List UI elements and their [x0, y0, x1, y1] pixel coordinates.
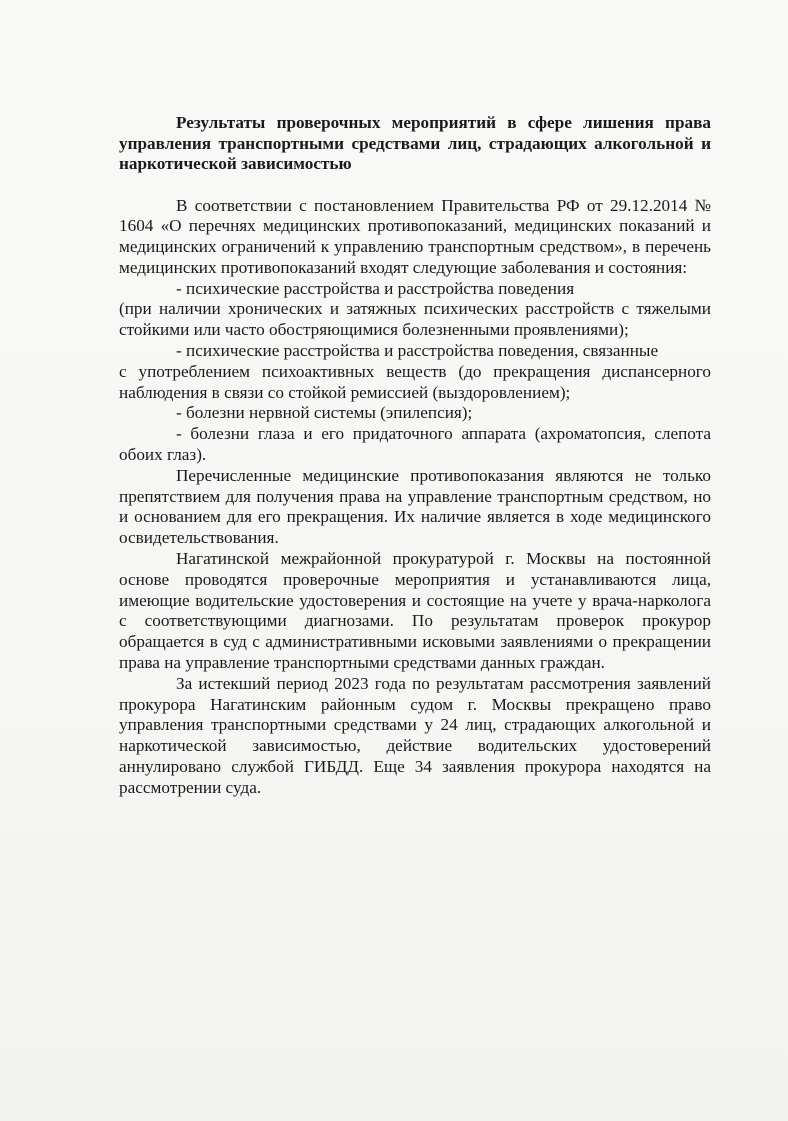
paragraph-prosecutor-checks: Нагатинской межрайонной прокуратурой г. Москвы на постоянной основе проводятся проверочные мероприятия и устанавливаются лица, имеющие водительские удостоверения и состоящие на учете у врача-нарколога с соответствующими диагнозами. По результатам проверок прокурор обращается в суд с административными исковыми заявлениями о прекращении права на управление транспортными средствами данных граждан. [119, 549, 711, 673]
document-body [119, 113, 711, 799]
list-item-3: - болезни нервной системы (эпилепсия); [176, 403, 473, 423]
list-item-1: - психические расстройства и расстройства поведения [176, 278, 575, 298]
list-item-2: - психические расстройства и расстройства поведения, связанные [176, 341, 659, 361]
document-title: Результаты проверочных мероприятий в сфере лишения права управления транспортными средствами лиц, страдающих алкогольной и наркотической зависимостью [119, 113, 711, 173]
list-item-2-continuation: с употреблением психоактивных веществ (до прекращения диспансерного наблюдения в связи со стойкой ремиссией (выздоровлением); [119, 361, 711, 402]
paragraph-results-2023: За истекший период 2023 года по результатам рассмотрения заявлений прокурора Нагатинским районным судом г. Москвы прекращено право управления транспортными средствами у 24 лиц, страдающих алкогольной и наркотической зависимостью, действие водительских удостоверений аннулировано службой ГИБДД. Еще 34 заявления прокурора находятся на рассмотрении суда. [119, 673, 711, 797]
paragraph-contraindications: Перечисленные медицинские противопоказания являются не только препятствием для получения права на управление транспортным средством, но и основанием для его прекращения. Их наличие является в ходе медицинского освидетельствования. [119, 465, 711, 548]
list-item-1-continuation: (при наличии хронических и затяжных психических расстройств с тяжелыми стойкими или часто обостряющимися болезненными проявлениями); [119, 299, 711, 340]
list-item-4: - болезни глаза и его придаточного аппарата (ахроматопсия, слепота обоих глаз). [119, 424, 711, 465]
paragraph-intro: В соответствии с постановлением Правительства РФ от 29.12.2014 № 1604 «О перечнях медицинских противопоказаний, медицинских показаний и медицинских ограничений к управлению транспортным средством», в перечень медицинских противопоказаний входят следующие заболевания и состояния: [119, 195, 711, 277]
